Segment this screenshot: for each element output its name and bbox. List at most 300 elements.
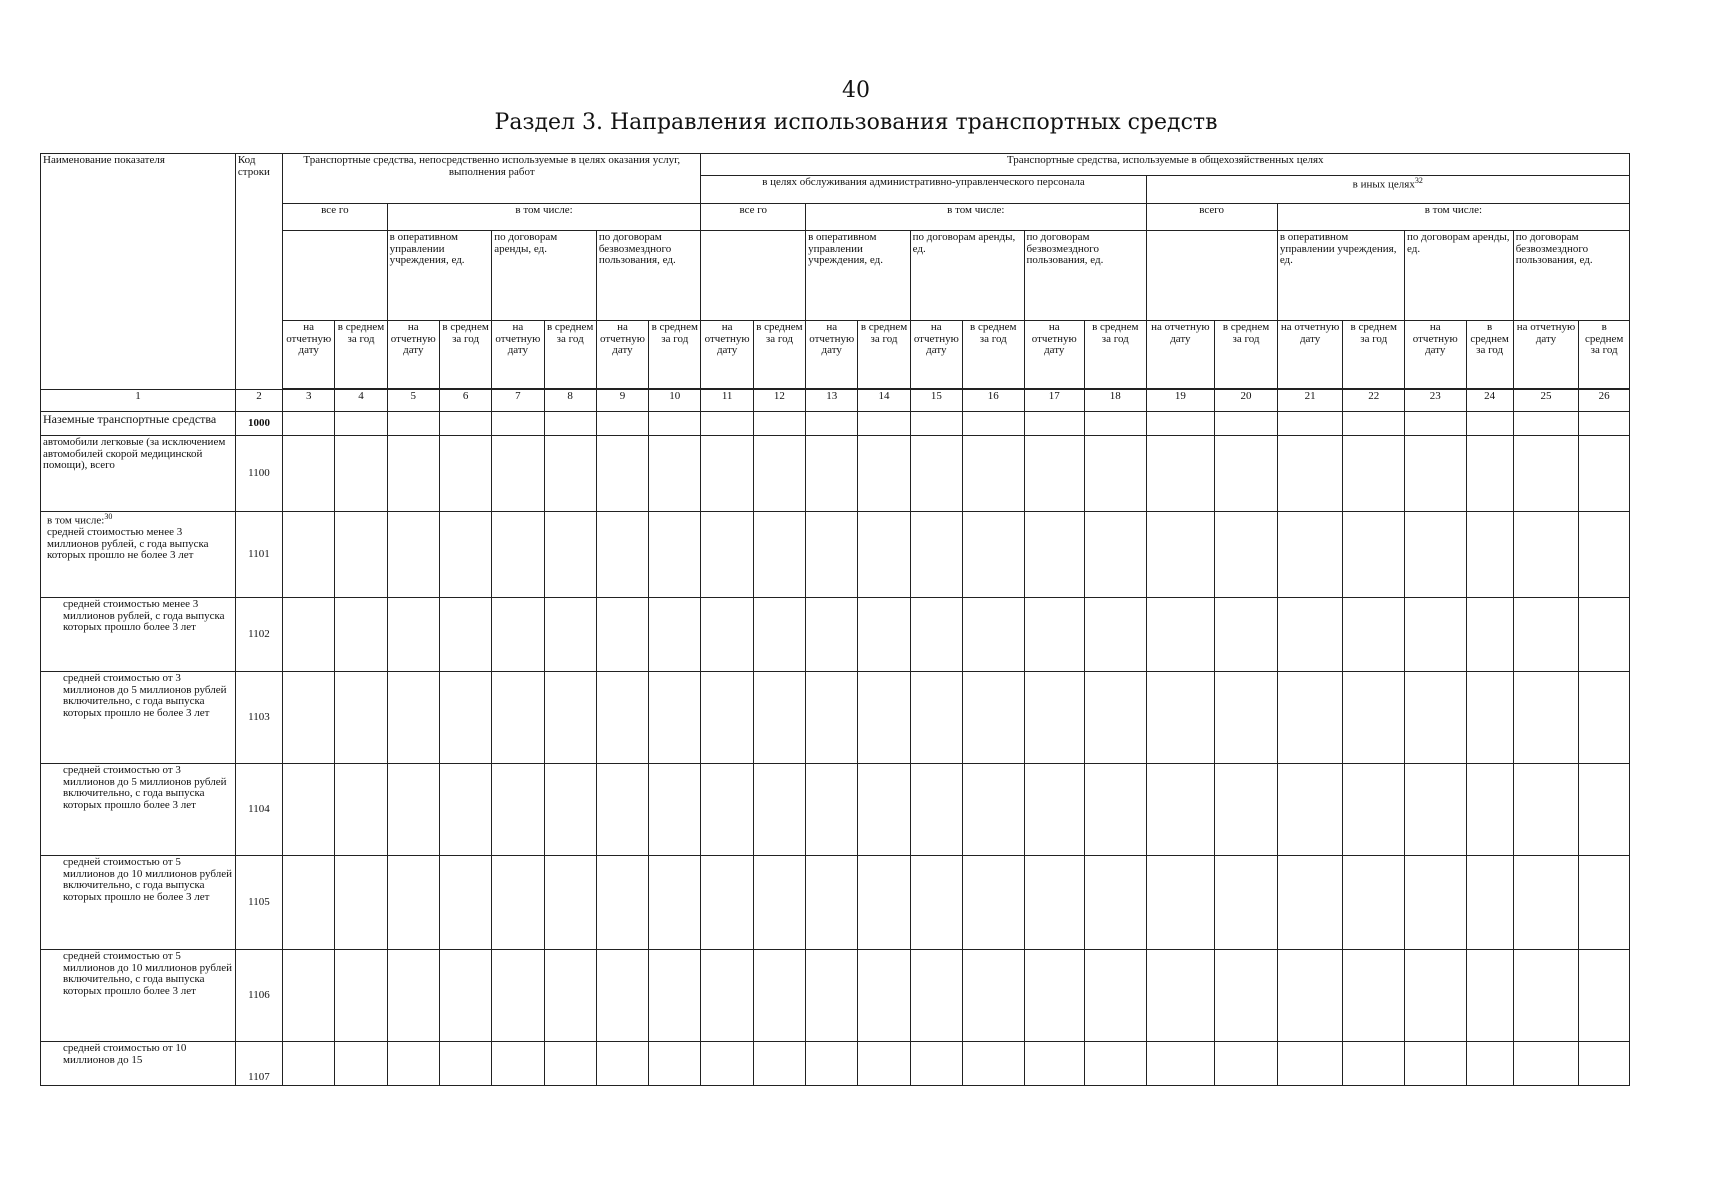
table-row: [41, 1042, 1630, 1086]
header-a-operative: в оперативном управлении учреждения, ед.: [387, 231, 492, 321]
data-cell[interactable]: [1085, 598, 1147, 672]
data-cell[interactable]: [439, 856, 491, 950]
data-cell[interactable]: [1215, 598, 1278, 672]
data-cell[interactable]: [910, 764, 962, 856]
data-cell[interactable]: [492, 512, 544, 598]
header-group-other-label: в иных целях: [1352, 178, 1415, 191]
data-cell[interactable]: [1024, 672, 1085, 764]
data-cell[interactable]: [1513, 856, 1579, 950]
subheader-report-date: на отчетную дату: [387, 321, 439, 389]
subheader-report-date: на отчетную дату: [1513, 321, 1579, 389]
data-cell[interactable]: [1085, 856, 1147, 950]
subheader-report-date: на отчетную дату: [596, 321, 648, 389]
row-label: средней стоимостью от 3 миллионов до 5 миллионов рублей включительно, с года выпуска которых прошло более 3 лет: [41, 764, 236, 856]
data-cell[interactable]: [1466, 412, 1513, 436]
data-cell[interactable]: [1146, 764, 1215, 856]
subheader-yearly-average: в среднем за год: [439, 321, 491, 389]
row-code: 1100: [235, 436, 282, 512]
row-code: 1102: [235, 598, 282, 672]
data-cell[interactable]: [1024, 412, 1085, 436]
data-cell[interactable]: [1343, 436, 1405, 512]
table-row: [41, 764, 1630, 856]
data-cell[interactable]: [492, 598, 544, 672]
data-cell[interactable]: [910, 512, 962, 598]
data-cell[interactable]: [1579, 950, 1630, 1042]
data-cell[interactable]: [1277, 598, 1343, 672]
data-cell[interactable]: [858, 436, 910, 512]
data-cell[interactable]: [1085, 764, 1147, 856]
data-cell[interactable]: [596, 672, 648, 764]
row-code: 1106: [235, 950, 282, 1042]
data-cell[interactable]: [910, 598, 962, 672]
data-cell[interactable]: [962, 856, 1024, 950]
data-cell[interactable]: [283, 436, 335, 512]
data-cell[interactable]: [387, 856, 439, 950]
data-cell[interactable]: [701, 512, 753, 598]
data-cell[interactable]: [701, 412, 753, 436]
col-num: 5: [387, 390, 439, 412]
data-cell[interactable]: [544, 412, 596, 436]
data-cell[interactable]: [335, 512, 387, 598]
data-cell[interactable]: [1404, 512, 1466, 598]
data-cell[interactable]: [753, 512, 805, 598]
header-b2-operative: в оперативном управлении учреждения, ед.: [1277, 231, 1404, 321]
data-cell[interactable]: [1579, 436, 1630, 512]
subheader-yearly-average: в среднем за год: [753, 321, 805, 389]
data-cell[interactable]: [283, 512, 335, 598]
data-cell[interactable]: [1466, 672, 1513, 764]
data-cell[interactable]: [544, 764, 596, 856]
data-cell[interactable]: [1085, 412, 1147, 436]
data-cell[interactable]: [753, 672, 805, 764]
data-cell[interactable]: [962, 412, 1024, 436]
data-cell[interactable]: [1513, 598, 1579, 672]
data-cell[interactable]: [806, 412, 858, 436]
form-table-wrapper: [40, 153, 1630, 1086]
subheader-yearly-average: в среднем за год: [858, 321, 910, 389]
data-cell[interactable]: [1343, 950, 1405, 1042]
data-cell[interactable]: [806, 950, 858, 1042]
page-number: 40: [842, 78, 870, 103]
data-cell[interactable]: [806, 436, 858, 512]
data-cell[interactable]: [1277, 764, 1343, 856]
data-cell[interactable]: [1404, 856, 1466, 950]
data-cell[interactable]: [806, 764, 858, 856]
data-cell[interactable]: [1215, 764, 1278, 856]
data-cell[interactable]: [544, 1042, 596, 1086]
subheader-yearly-average: в среднем за год: [649, 321, 701, 389]
data-cell[interactable]: [1277, 1042, 1343, 1086]
data-cell[interactable]: [1579, 512, 1630, 598]
subheader-yearly-average: в среднем за год: [962, 321, 1024, 389]
data-cell[interactable]: [1277, 512, 1343, 598]
data-cell[interactable]: [1024, 1042, 1085, 1086]
data-cell[interactable]: [1343, 856, 1405, 950]
data-cell[interactable]: [1579, 672, 1630, 764]
header-name-column: Наименование показателя: [41, 154, 236, 390]
subheader-report-date: на отчетную дату: [701, 321, 753, 389]
row-code: 1107: [235, 1042, 282, 1086]
data-cell[interactable]: [596, 856, 648, 950]
data-cell[interactable]: [1024, 436, 1085, 512]
table-row: [41, 412, 1630, 436]
data-cell[interactable]: [1024, 856, 1085, 950]
data-cell[interactable]: [335, 412, 387, 436]
data-cell[interactable]: [596, 512, 648, 598]
data-cell[interactable]: [1343, 512, 1405, 598]
data-cell[interactable]: [806, 856, 858, 950]
data-cell[interactable]: [1215, 512, 1278, 598]
table-row: [41, 436, 1630, 512]
data-cell[interactable]: [1085, 436, 1147, 512]
data-cell[interactable]: [858, 856, 910, 950]
col-num: 4: [335, 390, 387, 412]
data-cell[interactable]: [283, 856, 335, 950]
data-cell[interactable]: [753, 1042, 805, 1086]
header-group-services: Транспортные средства, непосредственно используемые в целях оказания услуг, выполнения работ: [283, 154, 701, 204]
col-num: 20: [1215, 390, 1278, 412]
subheader-report-date: на отчетную дату: [283, 321, 335, 389]
data-cell[interactable]: [283, 764, 335, 856]
row-label: средней стоимостью от 10 миллионов до 15: [41, 1042, 236, 1086]
data-cell[interactable]: [1466, 512, 1513, 598]
data-cell[interactable]: [335, 764, 387, 856]
data-cell[interactable]: [1277, 672, 1343, 764]
data-cell[interactable]: [962, 672, 1024, 764]
data-cell[interactable]: [1146, 1042, 1215, 1086]
data-cell[interactable]: [1146, 412, 1215, 436]
data-cell[interactable]: [649, 598, 701, 672]
data-cell[interactable]: [492, 764, 544, 856]
header-b2-including: в том числе:: [1277, 204, 1629, 231]
col-num: 22: [1343, 390, 1405, 412]
data-cell[interactable]: [544, 672, 596, 764]
col-num: 15: [910, 390, 962, 412]
data-cell[interactable]: [701, 1042, 753, 1086]
section-title: Раздел 3. Направления использования транспортных средств: [494, 110, 1218, 135]
data-cell[interactable]: [439, 764, 491, 856]
data-cell[interactable]: [544, 950, 596, 1042]
data-cell[interactable]: [1404, 764, 1466, 856]
table-row: [41, 598, 1630, 672]
data-cell[interactable]: [1024, 764, 1085, 856]
col-num: 13: [806, 390, 858, 412]
data-cell[interactable]: [492, 1042, 544, 1086]
subheader-yearly-average: в среднем за год: [335, 321, 387, 389]
data-cell[interactable]: [1085, 950, 1147, 1042]
data-cell[interactable]: [1215, 950, 1278, 1042]
data-cell[interactable]: [701, 950, 753, 1042]
data-cell[interactable]: [753, 950, 805, 1042]
data-cell[interactable]: [544, 856, 596, 950]
col-num: 9: [596, 390, 648, 412]
col-num: 24: [1466, 390, 1513, 412]
data-cell[interactable]: [492, 672, 544, 764]
data-cell[interactable]: [1513, 412, 1579, 436]
data-cell[interactable]: [283, 598, 335, 672]
data-cell[interactable]: [1277, 412, 1343, 436]
data-cell[interactable]: [910, 1042, 962, 1086]
col-num: 21: [1277, 390, 1343, 412]
data-cell[interactable]: [335, 598, 387, 672]
col-num: 2: [235, 390, 282, 412]
data-cell[interactable]: [335, 672, 387, 764]
data-cell[interactable]: [1277, 856, 1343, 950]
row-prefix: в том числе:: [47, 514, 105, 527]
data-cell[interactable]: [387, 512, 439, 598]
data-cell[interactable]: [439, 598, 491, 672]
data-cell[interactable]: [858, 412, 910, 436]
col-num: 23: [1404, 390, 1466, 412]
data-cell[interactable]: [544, 436, 596, 512]
data-cell[interactable]: [1343, 764, 1405, 856]
data-cell[interactable]: [753, 764, 805, 856]
data-cell[interactable]: [1215, 1042, 1278, 1086]
col-num: 12: [753, 390, 805, 412]
data-cell[interactable]: [439, 1042, 491, 1086]
data-cell[interactable]: [649, 512, 701, 598]
subheader-report-date: на отчетную дату: [492, 321, 544, 389]
header-group-general: Транспортные средства, используемые в общехозяйственных целях: [701, 154, 1630, 176]
data-cell[interactable]: [439, 512, 491, 598]
data-cell[interactable]: [596, 1042, 648, 1086]
subheader-report-date: на отчетную дату: [1024, 321, 1085, 389]
data-cell[interactable]: [596, 598, 648, 672]
data-cell[interactable]: [1343, 598, 1405, 672]
data-cell[interactable]: [1146, 436, 1215, 512]
data-cell[interactable]: [962, 598, 1024, 672]
data-cell[interactable]: [649, 856, 701, 950]
data-cell[interactable]: [492, 436, 544, 512]
row-code: 1104: [235, 764, 282, 856]
data-cell[interactable]: [439, 672, 491, 764]
data-cell[interactable]: [858, 672, 910, 764]
data-cell[interactable]: [1215, 856, 1278, 950]
data-cell[interactable]: [1277, 436, 1343, 512]
data-cell[interactable]: [701, 436, 753, 512]
header-group-other: [1146, 176, 1629, 204]
data-cell[interactable]: [387, 672, 439, 764]
data-cell[interactable]: [1513, 950, 1579, 1042]
data-cell[interactable]: [910, 436, 962, 512]
data-cell[interactable]: [858, 1042, 910, 1086]
data-cell[interactable]: [387, 598, 439, 672]
data-cell[interactable]: [910, 672, 962, 764]
data-cell[interactable]: [1579, 856, 1630, 950]
data-cell[interactable]: [1085, 1042, 1147, 1086]
data-cell[interactable]: [910, 412, 962, 436]
row-code: 1103: [235, 672, 282, 764]
data-cell[interactable]: [962, 764, 1024, 856]
data-cell[interactable]: [962, 436, 1024, 512]
data-cell[interactable]: [283, 1042, 335, 1086]
data-cell[interactable]: [439, 436, 491, 512]
subheader-report-date: на отчетную дату: [1277, 321, 1343, 389]
data-cell[interactable]: [806, 512, 858, 598]
header-b1-total-spacer: [701, 231, 806, 321]
header-group-admin: в целях обслуживания административно-управленческого персонала: [701, 176, 1146, 204]
data-cell[interactable]: [858, 512, 910, 598]
data-cell[interactable]: [1343, 672, 1405, 764]
data-cell[interactable]: [1466, 856, 1513, 950]
data-cell[interactable]: [1513, 764, 1579, 856]
transport-usage-table: [40, 153, 1630, 1086]
data-cell[interactable]: [1085, 512, 1147, 598]
data-cell[interactable]: [1215, 436, 1278, 512]
data-cell[interactable]: [649, 436, 701, 512]
data-cell[interactable]: [1024, 950, 1085, 1042]
data-cell[interactable]: [1579, 598, 1630, 672]
data-cell[interactable]: [439, 412, 491, 436]
data-cell[interactable]: [1579, 764, 1630, 856]
header-b1-including: в том числе:: [806, 204, 1146, 231]
data-cell[interactable]: [596, 412, 648, 436]
data-cell[interactable]: [1404, 1042, 1466, 1086]
col-num: 8: [544, 390, 596, 412]
data-cell[interactable]: [387, 764, 439, 856]
data-cell[interactable]: [1343, 412, 1405, 436]
data-cell[interactable]: [1466, 598, 1513, 672]
col-num: 14: [858, 390, 910, 412]
data-cell[interactable]: [858, 598, 910, 672]
data-cell[interactable]: [1146, 856, 1215, 950]
table-row: [41, 512, 1630, 598]
col-num: 11: [701, 390, 753, 412]
data-cell[interactable]: [596, 764, 648, 856]
subheader-yearly-average: в среднем за год: [544, 321, 596, 389]
data-cell[interactable]: [492, 856, 544, 950]
data-cell[interactable]: [1513, 1042, 1579, 1086]
data-cell[interactable]: [387, 950, 439, 1042]
subheader-yearly-average: в среднем за год: [1085, 321, 1147, 389]
data-cell[interactable]: [1513, 512, 1579, 598]
col-num: 26: [1579, 390, 1630, 412]
data-cell[interactable]: [962, 1042, 1024, 1086]
data-cell[interactable]: [1146, 950, 1215, 1042]
data-cell[interactable]: [283, 412, 335, 436]
data-cell[interactable]: [649, 764, 701, 856]
data-cell[interactable]: [1085, 672, 1147, 764]
subheader-yearly-average: в среднем за год: [1215, 321, 1278, 389]
data-cell[interactable]: [1466, 950, 1513, 1042]
data-cell[interactable]: [649, 1042, 701, 1086]
data-cell[interactable]: [1513, 672, 1579, 764]
data-cell[interactable]: [910, 856, 962, 950]
data-cell[interactable]: [1146, 598, 1215, 672]
data-cell[interactable]: [1404, 436, 1466, 512]
data-cell[interactable]: [806, 672, 858, 764]
data-cell[interactable]: [596, 436, 648, 512]
data-cell[interactable]: [283, 672, 335, 764]
data-cell[interactable]: [335, 1042, 387, 1086]
row-label: средней стоимостью от 3 миллионов до 5 миллионов рублей включительно, с года выпуска которых прошло не более 3 лет: [41, 672, 236, 764]
data-cell[interactable]: [492, 950, 544, 1042]
data-cell[interactable]: [649, 412, 701, 436]
data-cell[interactable]: [335, 856, 387, 950]
table-row: [41, 672, 1630, 764]
data-cell[interactable]: [1215, 412, 1278, 436]
data-cell[interactable]: [806, 598, 858, 672]
header-b1-operative: в оперативном управлении учреждения, ед.: [806, 231, 911, 321]
header-b2-free-use: по договорам безвозмездного пользования, ед.: [1513, 231, 1629, 321]
data-cell[interactable]: [753, 598, 805, 672]
header-b1-free-use: по договорам безвозмездного пользования, ед.: [1024, 231, 1146, 321]
data-cell[interactable]: [1277, 950, 1343, 1042]
column-number-row: [41, 390, 1630, 412]
data-cell[interactable]: [1404, 950, 1466, 1042]
data-cell[interactable]: [492, 412, 544, 436]
data-cell[interactable]: [1024, 512, 1085, 598]
header-a-free-use: по договорам безвозмездного пользования, ед.: [596, 231, 701, 321]
data-cell[interactable]: [439, 950, 491, 1042]
data-cell[interactable]: [649, 672, 701, 764]
data-cell[interactable]: [283, 950, 335, 1042]
data-cell[interactable]: [753, 412, 805, 436]
data-cell[interactable]: [1404, 412, 1466, 436]
data-cell[interactable]: [335, 950, 387, 1042]
data-cell[interactable]: [387, 412, 439, 436]
data-cell[interactable]: [1466, 1042, 1513, 1086]
data-cell[interactable]: [701, 598, 753, 672]
data-cell[interactable]: [1404, 598, 1466, 672]
data-cell[interactable]: [1513, 436, 1579, 512]
data-cell[interactable]: [858, 764, 910, 856]
data-cell[interactable]: [701, 764, 753, 856]
col-num: 17: [1024, 390, 1085, 412]
data-cell[interactable]: [596, 950, 648, 1042]
data-cell[interactable]: [1579, 1042, 1630, 1086]
data-cell[interactable]: [387, 436, 439, 512]
data-cell[interactable]: [387, 1042, 439, 1086]
data-cell[interactable]: [544, 598, 596, 672]
table-row: [41, 950, 1630, 1042]
data-cell[interactable]: [1466, 764, 1513, 856]
subheader-report-date: на отчетную дату: [1146, 321, 1215, 389]
subheader-yearly-average: в среднем за год: [1579, 321, 1630, 389]
data-cell[interactable]: [1024, 598, 1085, 672]
data-cell[interactable]: [910, 950, 962, 1042]
data-cell[interactable]: [544, 512, 596, 598]
data-cell[interactable]: [962, 950, 1024, 1042]
data-cell[interactable]: [701, 856, 753, 950]
data-cell[interactable]: [753, 856, 805, 950]
col-num: 19: [1146, 390, 1215, 412]
data-cell[interactable]: [806, 1042, 858, 1086]
footnote-32: 32: [1414, 176, 1423, 185]
data-cell[interactable]: [1343, 1042, 1405, 1086]
col-num: 1: [41, 390, 236, 412]
data-cell[interactable]: [858, 950, 910, 1042]
data-cell[interactable]: [1146, 512, 1215, 598]
data-cell[interactable]: [1215, 672, 1278, 764]
data-cell[interactable]: [1579, 412, 1630, 436]
data-cell[interactable]: [962, 512, 1024, 598]
header-b1-total: все го: [701, 204, 806, 231]
row-label-text: средней стоимостью менее 3 миллионов рублей, с года выпуска которых прошло не более 3 лет: [47, 526, 209, 562]
data-cell[interactable]: [335, 436, 387, 512]
data-cell[interactable]: [701, 672, 753, 764]
data-cell[interactable]: [1146, 672, 1215, 764]
header-a-total: все го: [283, 204, 388, 231]
data-cell[interactable]: [1466, 436, 1513, 512]
col-num: 25: [1513, 390, 1579, 412]
header-a-lease: по договорам аренды, ед.: [492, 231, 597, 321]
data-cell[interactable]: [1404, 672, 1466, 764]
data-cell[interactable]: [649, 950, 701, 1042]
row-label: Наземные транспортные средства: [41, 412, 236, 436]
col-num: 7: [492, 390, 544, 412]
data-cell[interactable]: [753, 436, 805, 512]
